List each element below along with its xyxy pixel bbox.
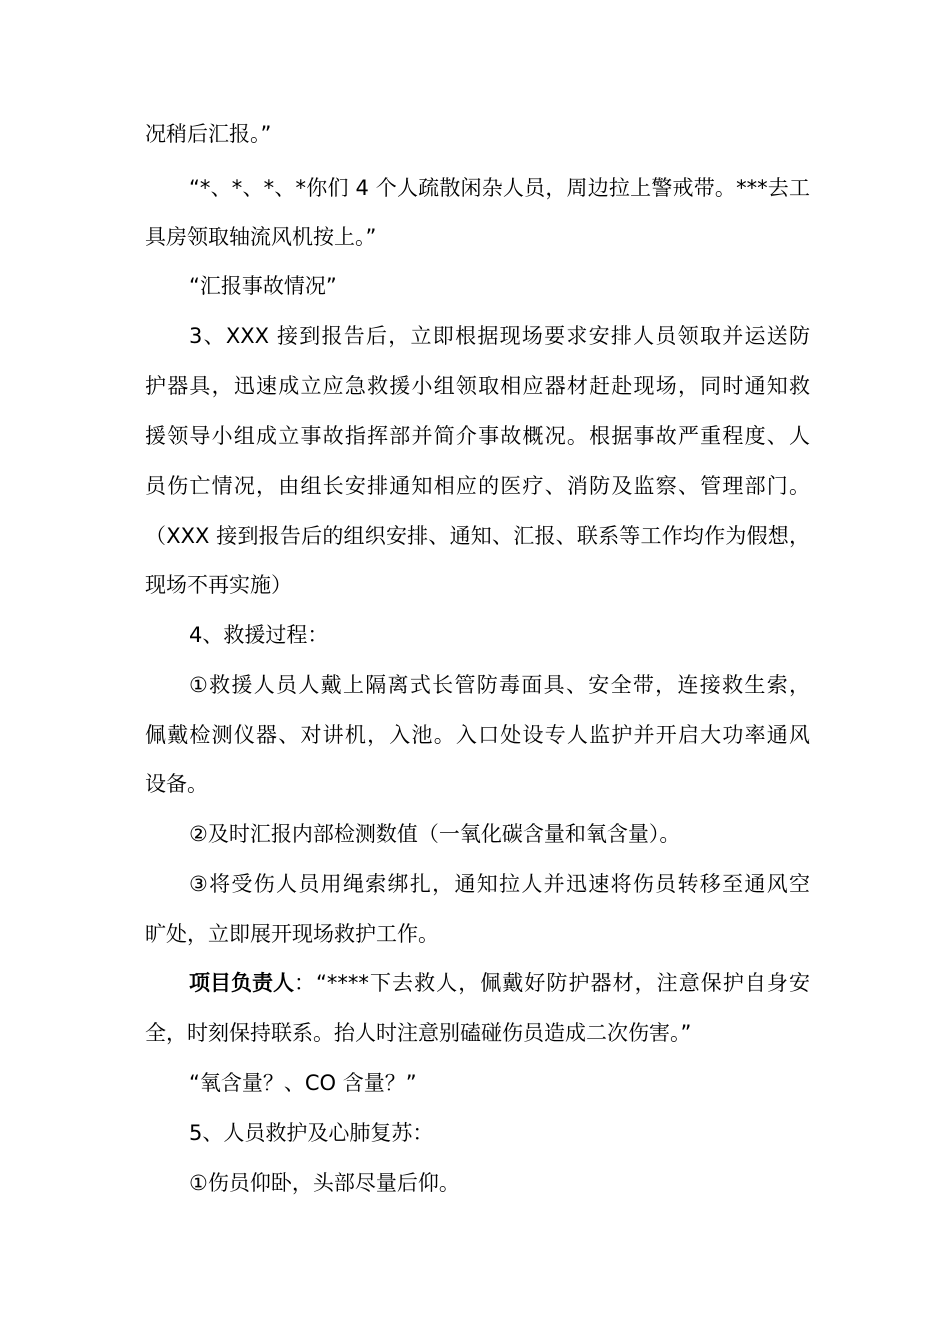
paragraph-line: 旷处，立即展开现场救护工作。 — [145, 922, 439, 946]
paragraph-line: 援领导小组成立事故指挥部并简介事故概况。根据事故严重程度、人 — [145, 424, 810, 448]
paragraph-line: （XXX 接到报告后的组织安排、通知、汇报、联系等工作均作为假想， — [145, 524, 810, 548]
paragraph-line — [189, 968, 810, 998]
paragraph-line: 设备。 — [145, 772, 208, 796]
paragraph-line: 员伤亡情况，由组长安排通知相应的医疗、消防及监察、管理部门。 — [145, 474, 810, 498]
paragraph-line: 现场不再实施） — [145, 573, 292, 597]
paragraph-line: ②及时汇报内部检测数值（一氧化碳含量和氧含量）。 — [189, 822, 681, 846]
section-heading: 5、人员救护及心肺复苏： — [189, 1121, 434, 1145]
paragraph-line: ①伤员仰卧，头部尽量后仰。 — [189, 1171, 460, 1195]
paragraph-line: “*、*、*、*你们 4 个人疏散闲杂人员，周边拉上警戒带。***去工 — [189, 176, 810, 200]
paragraph-line: 护器具，迅速成立应急救援小组领取相应器材赶赴现场，同时通知救 — [145, 374, 810, 398]
section-heading: 4、救援过程： — [189, 623, 329, 647]
paragraph-line: ①救援人员人戴上隔离式长管防毒面具、安全带，连接救生索， — [189, 673, 810, 697]
paragraph-line: 况稍后汇报。” — [145, 122, 272, 146]
paragraph-line: “汇报事故情况” — [189, 274, 337, 298]
paragraph-line: 全，时刻保持联系。抬人时注意别磕碰伤员造成二次伤害。” — [145, 1021, 692, 1045]
paragraph-line: ③将受伤人员用绳索绑扎，通知拉人并迅速将伤员转移至通风空 — [189, 872, 810, 896]
speaker-label: 项目负责人 — [189, 971, 294, 995]
paragraph-line: 具房领取轴流风机按上。” — [145, 225, 377, 249]
speaker-text: ：“****下去救人，佩戴好防护器材，注意保护自身安 — [294, 971, 810, 995]
paragraph-line: “氧含量？、CO 含量？” — [189, 1071, 417, 1095]
paragraph-line: 佩戴检测仪器、对讲机，入池。入口处设专人监护并开启大功率通风 — [145, 723, 810, 747]
paragraph-line: 3、XXX 接到报告后，立即根据现场要求安排人员领取并运送防 — [189, 324, 810, 348]
